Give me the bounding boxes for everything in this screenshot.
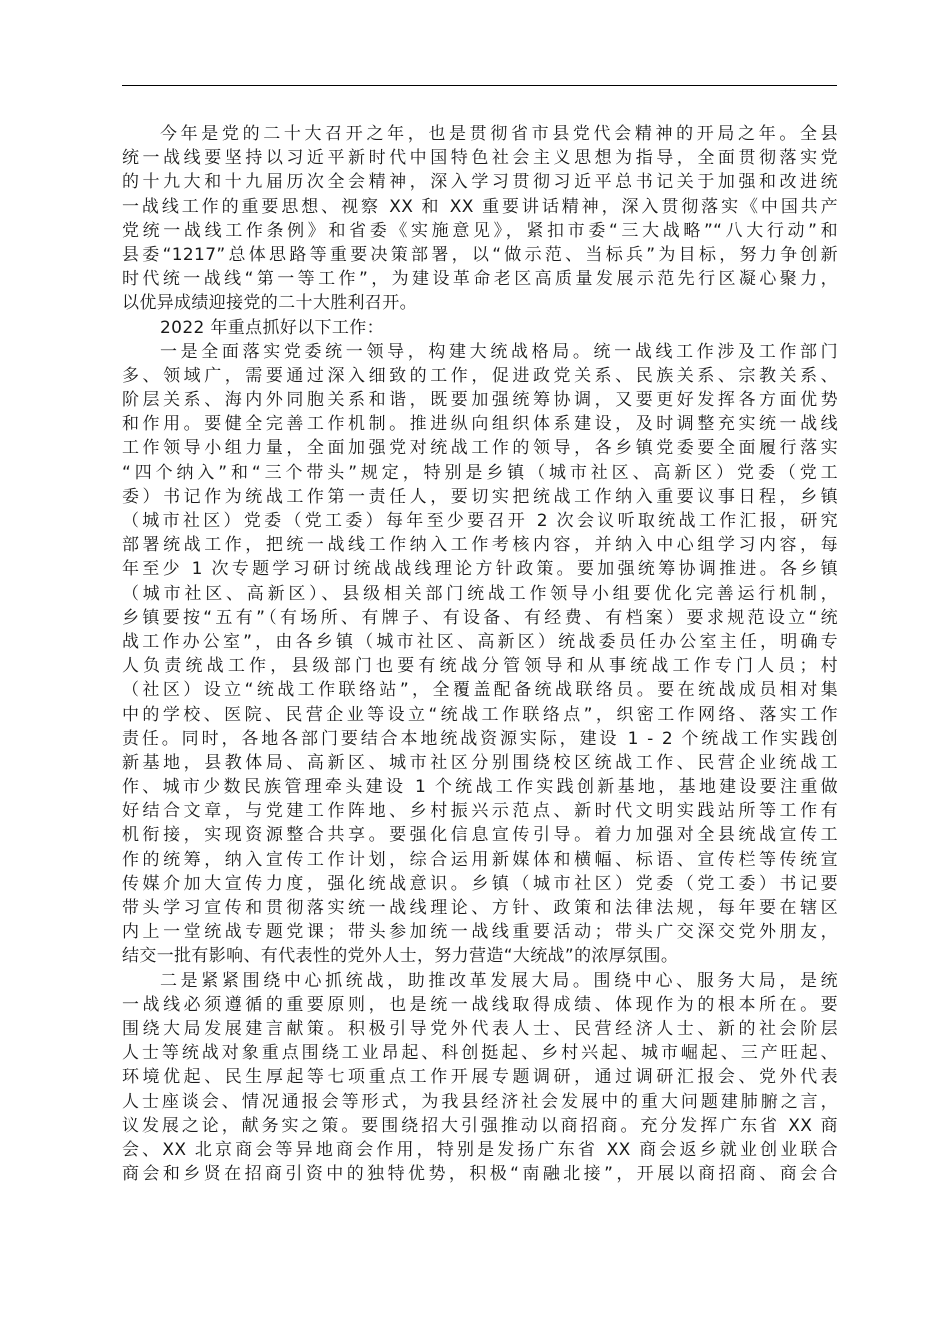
paragraph-line: 结交一批有影响、有代表性的党外人士，努力营造“大统战”的浓厚氛围。 xyxy=(122,946,679,967)
paragraph-line: 二是紧紧围绕中心抓统战，助推改革发展大局。围绕中心、服务大局，是统 xyxy=(160,970,838,991)
paragraph-line: 机衔接，实现资源整合共享。要强化信息宣传引导。着力加强对全县统战宣传工 xyxy=(122,825,838,846)
paragraph-line: 会、XX 北京商会等异地商会作用，特别是发扬广东省 XX 商会返乡就业创业联合 xyxy=(122,1139,838,1160)
paragraph-line: 今年是党的二十大召开之年，也是贯彻省市县党代会精神的开局之年。全县 xyxy=(160,124,838,144)
paragraph-line: 党统一战线工作条例》和省委《实施意见》，紧扣市委“三大战略”“八大行动”和 xyxy=(122,220,838,241)
paragraph-line: 工作领导小组力量，全面加强党对统战工作的领导，各乡镇党委要全面履行落实 xyxy=(122,438,838,459)
paragraph-line: （社区）设立“统战工作联络站”，全覆盖配备统战联络员。要在统战成员相对集 xyxy=(122,680,838,701)
paragraph-line: 议发展之论，献务实之策。要围绕招大引强推动以商招商。充分发挥广东省 XX 商 xyxy=(122,1115,838,1136)
paragraph-line: 围绕大局发展建言献策。积极引导党外代表人士、民营经济人士、新的社会阶层 xyxy=(122,1018,838,1039)
paragraph-line: 县委“1217”总体思路等重要决策部署，以“做示范、当标兵”为目标，努力争创新 xyxy=(122,244,838,265)
paragraph-line: 环境优起、民生厚起等七项重点工作开展专题调研，通过调研汇报会、党外代表 xyxy=(122,1067,838,1088)
paragraph-line: 战工作办公室”，由各乡镇（城市社区、高新区）统战委员任办公室主任，明确专 xyxy=(122,631,838,652)
paragraph-line: 统一战线要坚持以习近平新时代中国特色社会主义思想为指导，全面贯彻落实党 xyxy=(122,148,838,169)
paragraph-line: “四个纳入”和“三个带头”规定，特别是乡镇（城市社区、高新区）党委（党工 xyxy=(122,462,838,483)
paragraph-line: 2022 年重点抓好以下工作： xyxy=(160,317,384,338)
paragraph-line: 作的统筹，纳入宣传工作计划，综合运用新媒体和横幅、标语、宣传栏等传统宣 xyxy=(122,849,838,870)
paragraph-line: 一是全面落实党委统一领导，构建大统战格局。统一战线工作涉及工作部门 xyxy=(160,341,838,362)
paragraph-line: 时代统一战线“第一等工作”，为建设革命老区高质量发展示范先行区凝心聚力， xyxy=(122,269,838,290)
document-body xyxy=(122,122,838,1186)
paragraph-line: 部署统战工作，把统一战线工作纳入工作考核内容，并纳入中心组学习内容，每 xyxy=(122,535,838,556)
paragraph-line: 的十九大和十九届历次全会精神，深入学习贯彻习近平总书记关于加强和改进统 xyxy=(122,172,838,193)
paragraph-line: 责任。同时，各地各部门要结合本地统战资源实际，建设 1 - 2 个统战工作实践创 xyxy=(122,728,838,749)
paragraph-line: 年至少 1 次专题学习研讨统战战线理论方针政策。要加强统筹协调推进。各乡镇 xyxy=(122,559,838,580)
paragraph-line: 一战线工作的重要思想、视察 XX 和 XX 重要讲话精神，深入贯彻落实《中国共产 xyxy=(122,196,838,217)
paragraph-line: （城市社区）党委（党工委）每年至少要召开 2 次会议听取统战工作汇报，研究 xyxy=(122,511,838,531)
paragraph-line: 内上一堂统战专题党课；带头参加统一战线重要活动；带头广交深交党外朋友， xyxy=(122,922,838,943)
paragraph-line: 以优异成绩迎接党的二十大胜利召开。 xyxy=(122,293,417,314)
paragraph-line: 多、领域广，需要通过深入细致的工作，促进政党关系、民族关系、宗教关系、 xyxy=(122,365,838,386)
paragraph-line: 带头学习宣传和贯彻落实统一战线理论、方针、政策和法律法规，每年要在辖区 xyxy=(122,898,838,918)
paragraph-line: 乡镇要按“五有”（有场所、有牌子、有设备、有经费、有档案）要求规范设立“统 xyxy=(122,607,838,628)
paragraph-line: 阶层关系、海内外同胞关系和谐，既要加强统筹协调，又要更好发挥各方面优势 xyxy=(122,390,838,411)
header-rule xyxy=(122,85,837,86)
paragraph-line: 和作用。要健全完善工作机制。推进纵向组织体系建设，及时调整充实统一战线 xyxy=(122,414,838,435)
paragraph-line: 人士等统战对象重点围绕工业昂起、科创挺起、乡村兴起、城市崛起、三产旺起、 xyxy=(122,1043,838,1064)
paragraph-line: 商会和乡贤在招商引资中的独特优势，积极“南融北接”，开展以商招商、商会合 xyxy=(122,1164,838,1185)
paragraph-line: 委）书记作为统战工作第一责任人，要切实把统战工作纳入重要议事日程，乡镇 xyxy=(122,486,838,507)
paragraph-line: 一战线必须遵循的重要原则，也是统一战线取得成绩、体现作为的根本所在。要 xyxy=(122,994,838,1015)
paragraph-line: 中的学校、医院、民营企业等设立“统战工作联络点”，织密工作网络、落实工作 xyxy=(122,704,838,725)
paragraph-line: 人士座谈会、情况通报会等形式，为我县经济社会发展中的重大问题建肺腑之言， xyxy=(122,1091,838,1112)
paragraph-line: 好结合文章，与党建工作阵地、乡村振兴示范点、新时代文明实践站所等工作有 xyxy=(122,801,838,822)
paragraph-line: 传媒介加大宣传力度，强化统战意识。乡镇（城市社区）党委（党工委）书记要 xyxy=(122,873,838,894)
paragraph-line: （城市社区、高新区）、县级相关部门统战工作领导小组要优化完善运行机制， xyxy=(122,583,838,604)
paragraph-line: 人负责统战工作，县级部门也要有统战分管领导和从事统战工作专门人员；村 xyxy=(122,656,838,677)
paragraph-line: 作、城市少数民族管理牵头建设 1 个统战工作实践创新基地，基地建设要注重做 xyxy=(122,777,838,798)
paragraph-line: 新基地，县教体局、高新区、城市社区分别围绕校区统战工作、民营企业统战工 xyxy=(122,752,838,773)
